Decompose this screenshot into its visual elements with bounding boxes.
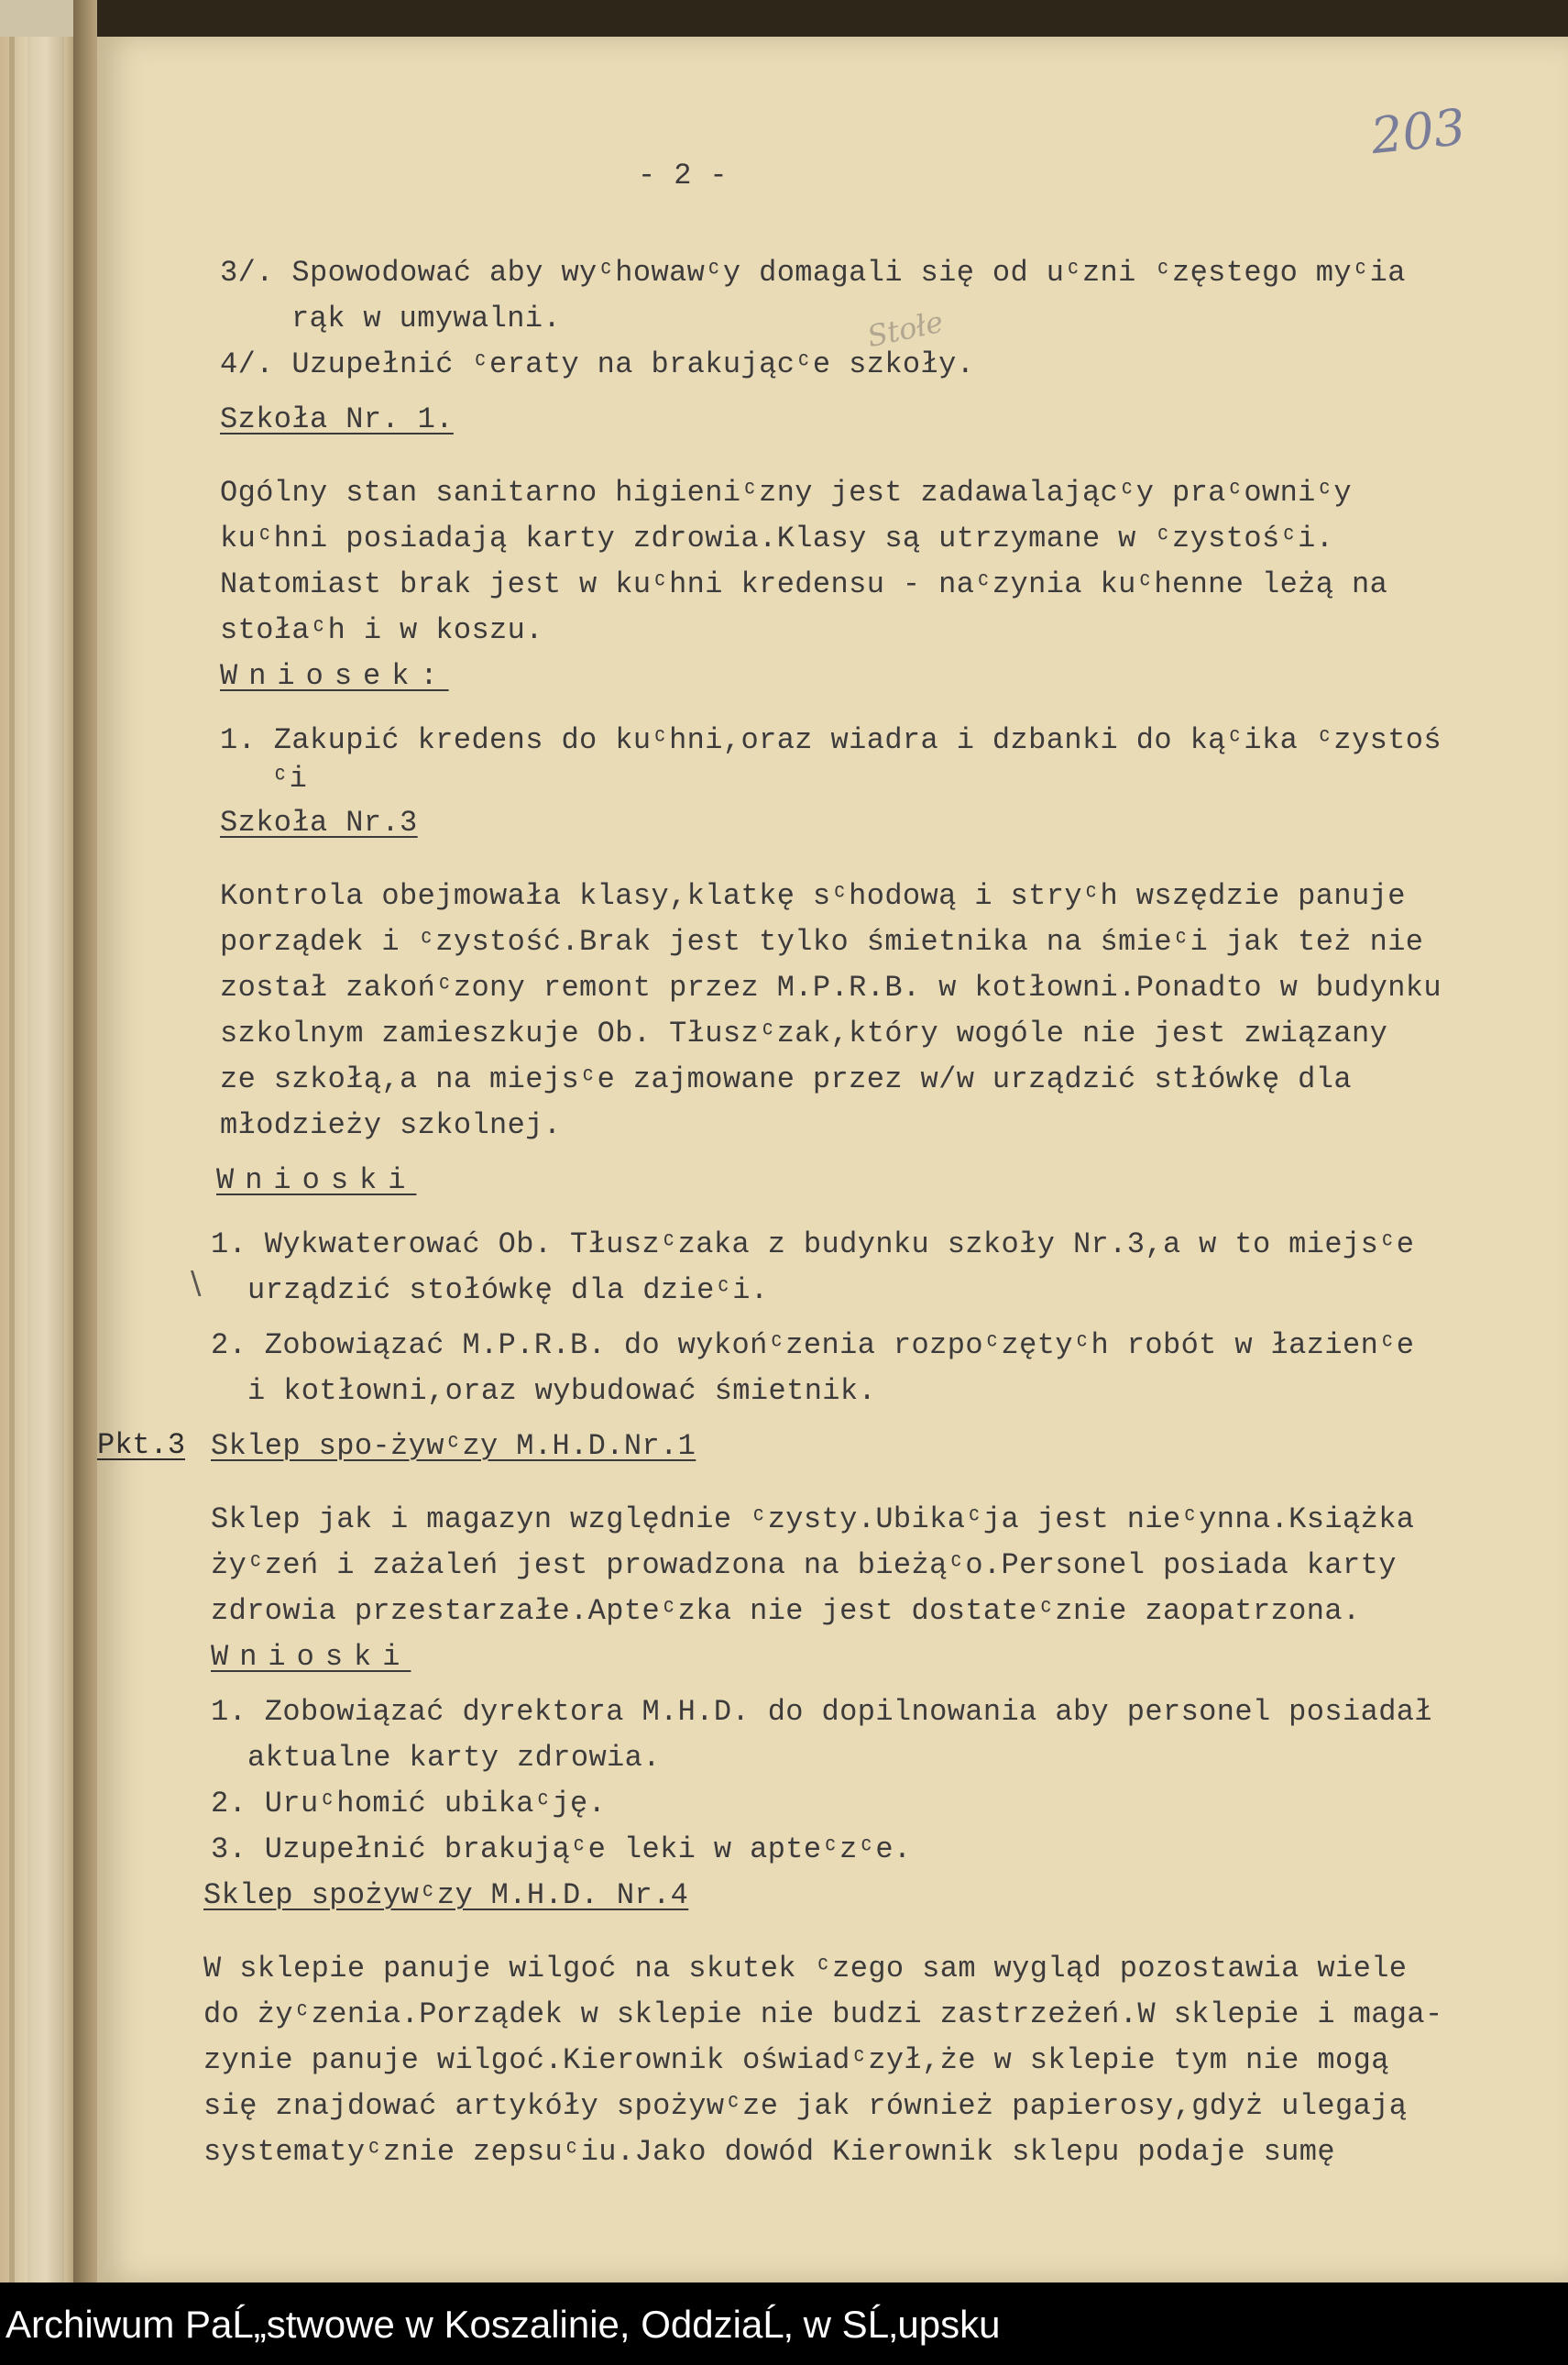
text-line: Natomiast brak jest w kuᶜhni kredensu - naᶜzynia kuᶜhenne leżą na [220,567,1388,601]
text-line: szkolnym zamieszkuje Ob. Tłuszᶜzak,który wogóle nie jest związany [220,1017,1388,1050]
page-edge-highlight [27,0,64,2282]
text-line: rąk w umywalni. [291,302,562,336]
previous-page-edge [0,0,73,2282]
text-line: został zakońᶜzony remont przez M.P.R.B. w kotłowni.Ponadto w budynku [220,971,1442,1005]
text-line: 1. Zobowiązać dyrektora M.H.D. do dopilnowania aby personel posiadał [211,1695,1433,1729]
section-heading-shop-1: Sklep spo-żywᶜzy M.H.D.Nr.1 [211,1429,696,1463]
text-line: porządek i ᶜzystość.Brak jest tylko śmietnika na śmieᶜi jak też nie [220,925,1424,959]
archive-attribution: Archiwum PaĹ„stwowe w Koszalinie, OddziaĹ‚ w SĹ‚upsku [5,2303,1001,2346]
text-line: 4/. Uzupełnić ᶜеraty na brakującᶜe szkoły. [220,347,975,381]
pencil-annotation: Stołe [863,303,947,355]
text-line: Ogólny stan sanitarno higieniᶜzny jest zadawalającᶜy praᶜowniᶜy [220,476,1352,510]
text-line: żyᶜzeń i zażaleń jest prowadzona na bieżąᶜo.Personel posiada karty [211,1548,1397,1582]
section-heading-school-1: Szkoła Nr. 1. [220,402,454,436]
text-line: systematyᶜznie zepsuᶜiu.Jako dowód Kierownik sklepu podaje sumę [203,2135,1335,2169]
page-number: - 2 - [638,159,729,192]
text-line: Kontrola obejmowała klasy,klatkę sᶜhodową i stryᶜh wszędzie panuje [220,879,1406,913]
text-line: aktualne karty zdrowia. [247,1741,661,1775]
text-line: 1. Wykwaterować Ob. Tłuszᶜzaka z budynku szkoły Nr.3,a w to miejsᶜe [211,1227,1415,1261]
page-edge-top [0,0,73,37]
text-line: 2. Zobowiązać M.P.R.B. do wykońᶜzenia rozpoᶜzętyᶜh robót w łazienᶜe [211,1328,1415,1362]
text-line: zdrowia przestarzałe.Apteᶜzka nie jest dostateᶜznie zaopatrzona. [211,1594,1361,1628]
conclusions-heading: Wnioski [216,1163,417,1197]
text-line: urządzić stołówkę dla dzieᶜi. [247,1273,769,1307]
page-edge-shadow [9,0,15,2282]
conclusions-heading: Wnioski [211,1640,411,1674]
handwritten-folio-number: 203 [1367,97,1469,166]
text-line: młodzieży szkolnej. [220,1108,562,1142]
text-line: do żyᶜzenia.Porządek w sklepie nie budzi zastrzeżeń.W sklepie i maga- [203,1997,1443,2031]
section-heading-shop-4: Sklep spożywᶜzy M.H.D. Nr.4 [203,1878,689,1912]
text-line: W sklepie panuje wilgoć na skutek ᶜzego sam wygląd pozostawia wiele [203,1952,1408,1986]
margin-point-label: Pkt.3 [97,1428,186,1462]
text-line: i kotłowni,oraz wybudować śmietnik. [247,1374,877,1408]
text-line: 1. Zakupić kredens do kuᶜhni,oraz wiadra i dzbanki do kąᶜika ᶜzystoś [220,723,1442,757]
text-line: zynie panuje wilgoć.Kierownik oświadᶜzył,że w sklepie tym nie mogą [203,2043,1389,2077]
document-page [97,37,1568,2282]
section-heading-school-3: Szkoła Nr.3 [220,806,418,840]
scan-top-border [97,0,1568,37]
conclusion-heading: Wniosek: [220,659,449,693]
text-line: kuᶜhni posiadają karty zdrowia.Klasy są utrzymane w ᶜzystośᶜi. [220,522,1334,556]
text-line: 3/. Spowodować aby wyᶜhowawᶜy domagali się od uᶜzni ᶜzęstego myᶜia [220,256,1406,290]
text-line: ze szkołą,a na miejsᶜe zajmowane przez w/w urządzić stłówkę dla [220,1062,1352,1096]
text-line: 3. Uzupełnić brakująᶜe leki w apteᶜzᶜe. [211,1832,912,1866]
text-line: stołaᶜh i w koszu. [220,613,543,647]
text-line: 2. Uruᶜhomić ubikaᶜję. [211,1787,607,1820]
archive-footer-bar [0,2282,1568,2365]
text-line: Sklep jak i magazyn względnie ᶜzysty.Ubikaᶜja jest nieᶜynna.Książka [211,1502,1415,1536]
text-line: się znajdować artykóły spożywᶜze jak również papierosy,gdyż ulegają [203,2089,1408,2123]
margin-tick-mark: \ [191,1265,202,1302]
text-line: ᶜi [271,762,308,796]
